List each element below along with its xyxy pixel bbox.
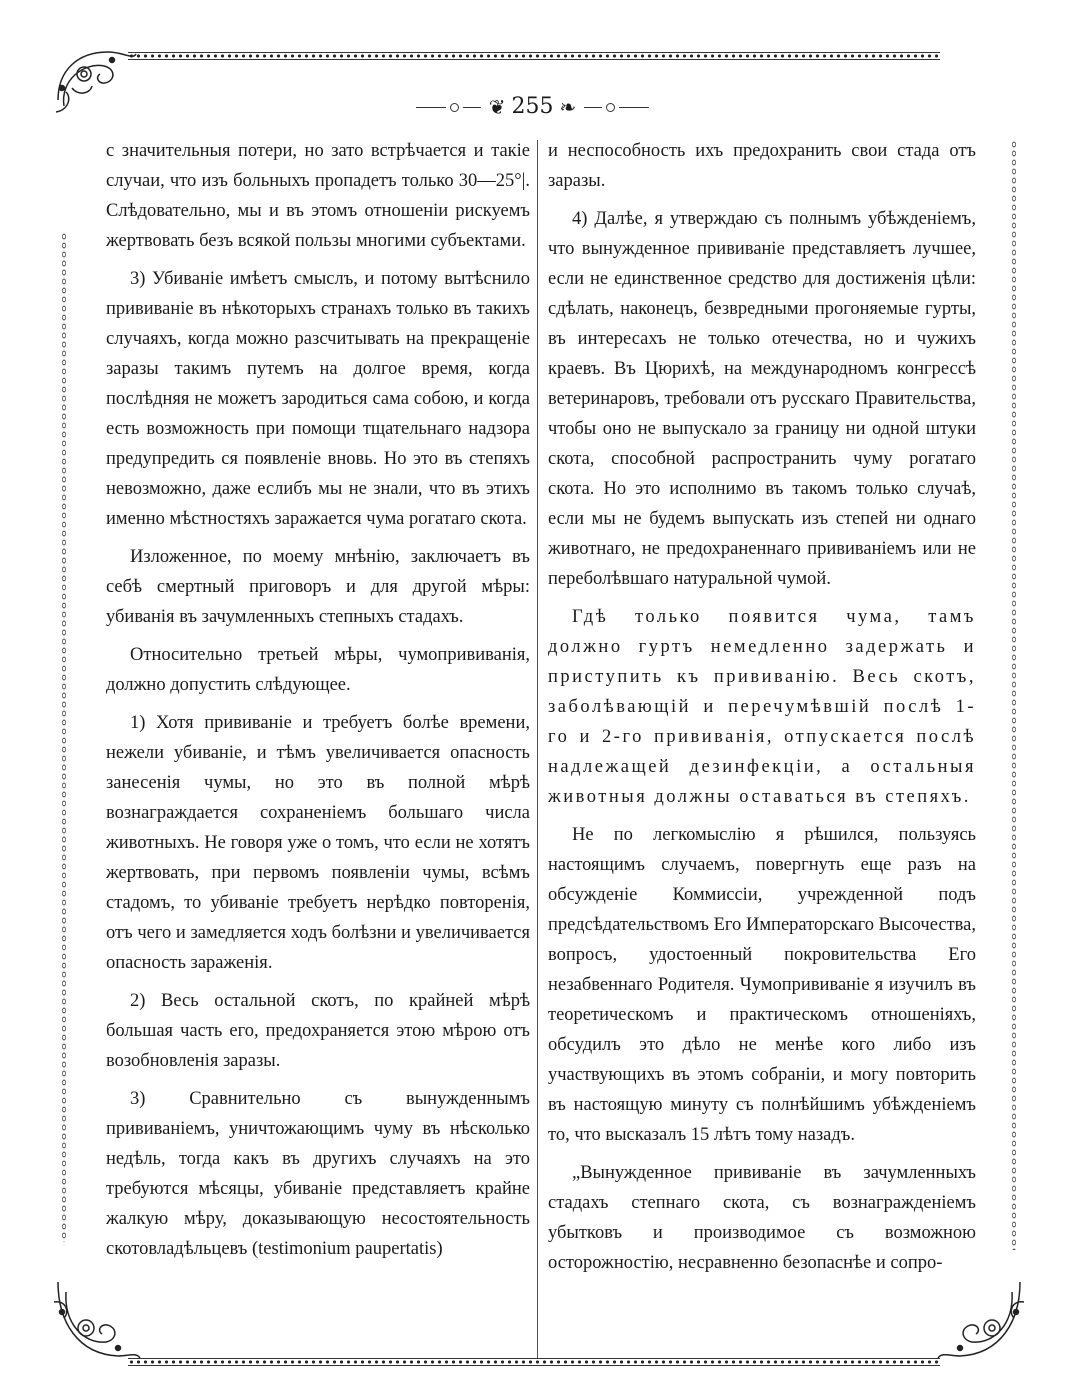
header-rule-left-inner bbox=[463, 107, 481, 108]
left-paragraph-4: Относительно третьей мѣры, чумопрививанія, должно допустить слѣдующее. bbox=[106, 645, 530, 695]
header-flourish-right-icon: ❧ bbox=[559, 95, 577, 119]
left-ornamental-border bbox=[60, 232, 68, 1242]
left-paragraph-3: Изложенное, по моему мнѣнію, заключаетъ въ себѣ смертный приговоръ и для другой мѣры: убиванія въ зачумленныхъ степныхъ стадахъ. bbox=[106, 547, 530, 627]
header-rule-left bbox=[416, 107, 446, 108]
left-text-column bbox=[106, 136, 530, 1272]
right-paragraph-4: Не по легкомыслію я рѣшился, пользуясь настоящимъ случаемъ, повергнуть еще разъ на обсужденіе Коммиссіи, учрежденной подъ предсѣдательствомъ Его Императорскаго Высочества, вопросъ, удостоенный покровительства Его незабвеннаго Родителя. Чумопрививаніе я изучилъ въ теоретическомъ и практическомъ отношеніяхъ, обсудилъ это дѣло не менѣе кого либо изъ участвующихъ въ этомъ собраніи, и могу повторить въ настоящую минуту съ полнѣйшимъ убѣжденіемъ то, что высказалъ 15 лѣтъ тому назадъ. bbox=[548, 825, 976, 1145]
left-paragraph-6: 2) Весь остальной скотъ, по крайней мѣрѣ большая часть его, предохраняется этою мѣрою отъ возобновленія заразы. bbox=[106, 991, 530, 1071]
page-number-header bbox=[0, 92, 1065, 122]
page-number: 255 bbox=[511, 94, 554, 119]
left-paragraph-1: с значительныя потери, но зато встрѣчается и такіе случаи, что изъ больныхъ пропадетъ только 30—25°|. Слѣдовательно, мы и въ этомъ отношеніи рискуемъ жертвовать безъ всякой пользы многими субъектами. bbox=[106, 141, 530, 251]
right-paragraph-5: „Вынужденное прививаніе въ зачумленныхъ стадахъ степнаго скота, съ вознагражденіемъ убытковъ и производимое съ возможною осторожностію, несравненно безопаснѣе и сопро- bbox=[548, 1163, 976, 1273]
header-dot-right bbox=[606, 103, 615, 112]
right-paragraph-1: и неспособность ихъ предохранить свои стада отъ заразы. bbox=[548, 141, 976, 191]
column-divider bbox=[537, 140, 538, 1358]
bottom-right-corner-ornament bbox=[934, 1272, 1030, 1368]
right-paragraph-3: Гдѣ только появится чума, тамъ должно гуртъ немедленно задержать и приступить къ прививанію. Весь скотъ, заболѣвающій и перечумѣвшій послѣ 1-го и 2-го прививанія, отпускается послѣ надлежащей дезинфекціи, а остальныя животныя должны оставаться въ степяхъ. bbox=[548, 607, 976, 807]
right-ornamental-border bbox=[1010, 140, 1018, 1250]
header-dot-left bbox=[450, 103, 459, 112]
bottom-ornamental-border bbox=[128, 1358, 940, 1366]
left-paragraph-5: 1) Хотя прививаніе и требуетъ болѣе времени, нежели убиваніе, и тѣмъ увеличивается опасность занесенія чумы, но это въ полной мѣрѣ вознаграждается сохраненіемъ большаго числа животныхъ. Не говоря уже о томъ, что если не хотятъ жертвовать, при первомъ появленіи чумы, всѣмъ стадомъ, то убиваніе требуетъ нерѣдко повторенія, отъ чего и замедляется ходъ болѣзни и увеличивается опасность зараженія. bbox=[106, 713, 530, 973]
left-paragraph-2: 3) Убиваніе имѣетъ смыслъ, и потому вытѣснило прививаніе въ нѣкоторыхъ странахъ только въ такихъ случаяхъ, когда можно разсчитывать на прекращеніе заразы такимъ путемъ на долгое время, когда послѣдняя не можетъ зародиться сама собою, и когда есть возможность при помощи тщательнаго надзора предупредить ся появленіе вновь. Но это въ степяхъ невозможно, даже еслибъ мы не знали, что въ этихъ именно мѣстностяхъ заражается чума рогатаго скота. bbox=[106, 269, 530, 529]
right-text-column bbox=[548, 136, 976, 1286]
left-paragraph-7: 3) Сравнительно съ вынужденнымъ прививаніемъ, уничтожающимъ чуму въ нѣсколько недѣль, тогда какъ въ другихъ случаяхъ на это требуются мѣсяцы, убиваніе представляетъ крайне жалкую мѣру, доказывающую несостоятельность скотовладѣльцевъ (testimonium paupertatis) bbox=[106, 1089, 530, 1259]
bottom-left-corner-ornament bbox=[48, 1272, 144, 1368]
header-rule-right-inner bbox=[584, 107, 602, 108]
top-ornamental-border bbox=[128, 52, 940, 60]
right-paragraph-2: 4) Далѣе, я утверждаю съ полнымъ убѣжденіемъ, что вынужденное прививаніе представляетъ лучшее, если не единственное средство для достиженія цѣли: сдѣлать, наконецъ, безвредными прогоняемые гурты, въ интересахъ не только отечества, но и чужихъ краевъ. Въ Цюрихѣ, на международномъ конгрессѣ ветеринаровъ, требовали отъ русскаго Правительства, чтобы оно не выпускало за границу ни одной штуки скота, способной распространить чуму рогатаго скота. Но это исполнимо въ такомъ только случаѣ, если мы не будемъ выпускать изъ степей ни однаго животнаго, не предохраненнаго прививаніемъ или не переболѣвшаго натуральной чумой. bbox=[548, 209, 976, 589]
header-rule-right bbox=[619, 107, 649, 108]
header-flourish-left-icon: ❦ bbox=[488, 95, 506, 119]
